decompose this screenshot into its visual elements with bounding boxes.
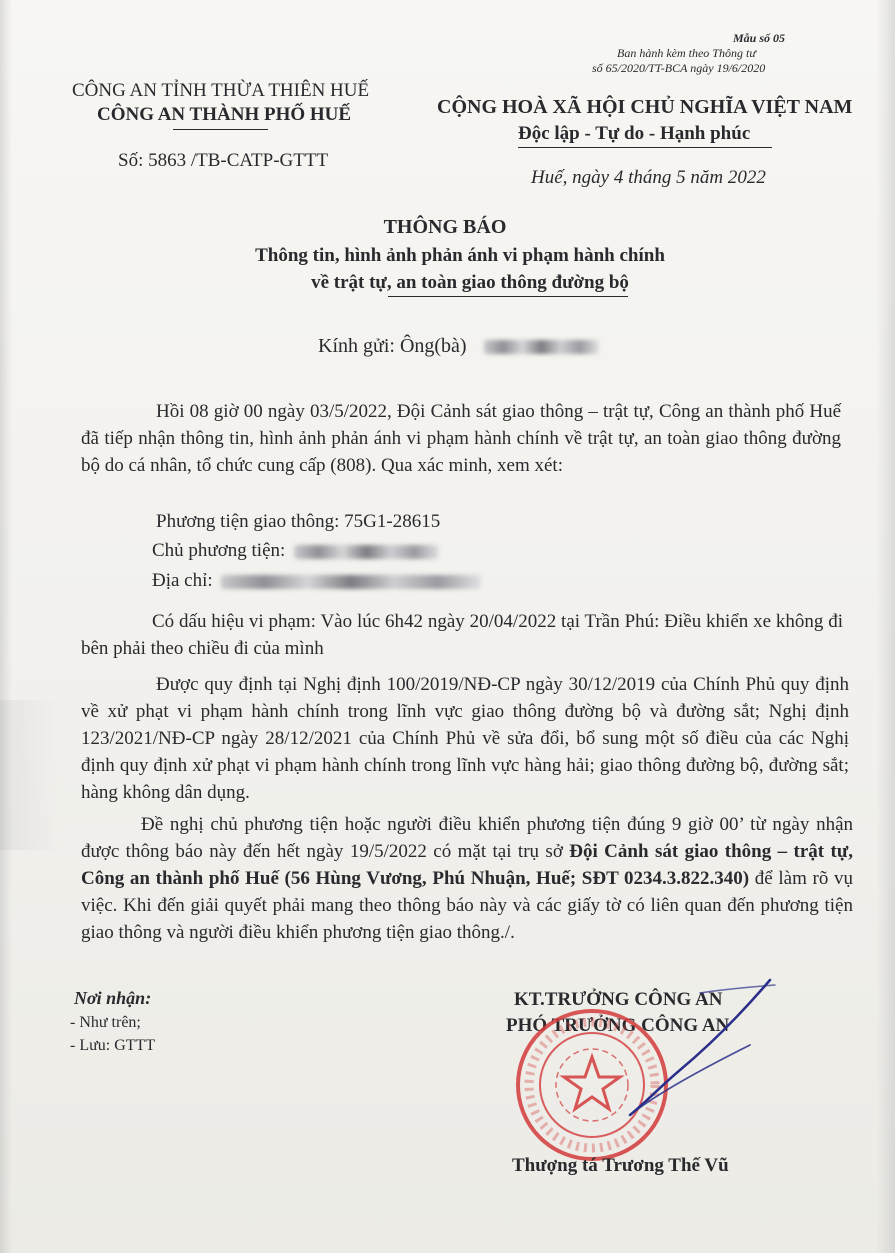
place-date: Huế, ngày 4 tháng 5 năm 2022 xyxy=(531,167,766,188)
owner-line xyxy=(152,540,439,562)
country-name: CỘNG HOÀ XÃ HỘI CHỦ NGHĨA VIỆT NAM xyxy=(437,96,853,118)
right-page-edge xyxy=(876,0,895,1253)
title-underline xyxy=(388,296,628,297)
signature-authority-line-2: PHÓ TRƯỞNG CÔNG AN xyxy=(506,1015,730,1036)
document-title: THÔNG BÁO xyxy=(383,216,507,238)
redacted-address xyxy=(221,575,481,589)
request-text-b: để làm rõ vụ việc. Khi đến giải quyết phải mang theo thông báo này và các giấy tờ có liên quan đến phương tiện giao thông và người điều khiển phương tiện giao thông./. xyxy=(81,868,853,943)
recipients-item-1: - Như trên; xyxy=(70,1014,141,1031)
vehicle-plate-line: Phương tiện giao thông: 75G1-28615 xyxy=(156,511,441,532)
recipient-line xyxy=(318,335,599,358)
recipients-item-2: - Lưu: GTTT xyxy=(70,1037,156,1054)
title-subject-line-2: về trật tự, an toàn giao thông đường bộ xyxy=(311,272,629,293)
intro-paragraph: Hồi 08 giờ 00 ngày 03/5/2022, Đội Cảnh sát giao thông – trật tự, Công an thành phố Huế đã tiếp nhận thông tin, hình ảnh phản ánh vi phạm hành chính về trật tự, an toàn giao thông đường bộ do cá nhân, tổ chức cung cấp (808). Qua xác minh, xem xét: xyxy=(81,401,841,476)
request-text-a: Đề nghị chủ phương tiện hoặc người điều khiển phương tiện đúng 9 giờ 00’ từ ngày nhận được thông báo này đến hết ngày 19/5/2022 có mặt tại trụ sở xyxy=(81,814,853,862)
handwritten-signature xyxy=(560,975,800,1125)
address-label: Địa chỉ: xyxy=(152,570,213,591)
left-page-edge xyxy=(0,0,12,1253)
document-number: Số: 5863 /TB-CATP-GTTT xyxy=(118,150,329,171)
form-number: Mẫu số 05 xyxy=(733,31,786,45)
request-paragraph xyxy=(81,811,853,946)
agency-name: CÔNG AN THÀNH PHỐ HUẾ xyxy=(97,104,352,125)
motto-underline xyxy=(518,147,772,148)
agency-underline xyxy=(173,129,268,130)
form-circular: số 65/2020/TT-BCA ngày 19/6/2020 xyxy=(592,61,766,75)
violation-paragraph: Có dấu hiệu vi phạm: Vào lúc 6h42 ngày 20/04/2022 tại Trần Phú: Điều khiển xe không đi bên phải theo chiều đi của mình xyxy=(81,611,843,659)
title-subject-line-1: Thông tin, hình ảnh phản ánh vi phạm hành chính xyxy=(255,245,665,266)
address-line xyxy=(152,570,481,592)
owner-label: Chủ phương tiện: xyxy=(152,540,286,561)
recipient-label: Kính gửi: Ông(bà) xyxy=(318,335,467,357)
form-issued-by: Ban hành kèm theo Thông tư xyxy=(617,46,756,60)
signer-name: Thượng tá Trương Thế Vũ xyxy=(512,1155,729,1176)
signature-authority-line-1: KT.TRƯỞNG CÔNG AN xyxy=(514,989,723,1010)
national-motto: Độc lập - Tự do - Hạnh phúc xyxy=(518,123,751,144)
redacted-owner-name xyxy=(294,545,439,559)
legal-basis-paragraph: Được quy định tại Nghị định 100/2019/NĐ-CP ngày 30/12/2019 của Chính Phủ quy định về xử phạt vi phạm hành chính trong lĩnh vực giao thông đường bộ và đường sắt; Nghị định 123/2021/NĐ-CP ngày 28/12/2021 của Chính Phủ về sửa đổi, bổ sung một số điều của các Nghị định quy định xử phạt vi phạm hành chính trong lĩnh vực hàng hải; giao thông đường bộ, đường sắt; hàng không dân dụng. xyxy=(81,674,849,803)
redacted-recipient-name xyxy=(484,340,599,354)
recipients-label: Nơi nhận: xyxy=(74,988,152,1008)
request-office-address: Đội Cảnh sát giao thông – trật tự, Công an thành phố Huế (56 Hùng Vương, Phú Nhuận, Huế; SĐT 0234.3.822.340) xyxy=(81,841,853,889)
agency-parent: CÔNG AN TỈNH THỪA THIÊN HUẾ xyxy=(72,80,370,101)
